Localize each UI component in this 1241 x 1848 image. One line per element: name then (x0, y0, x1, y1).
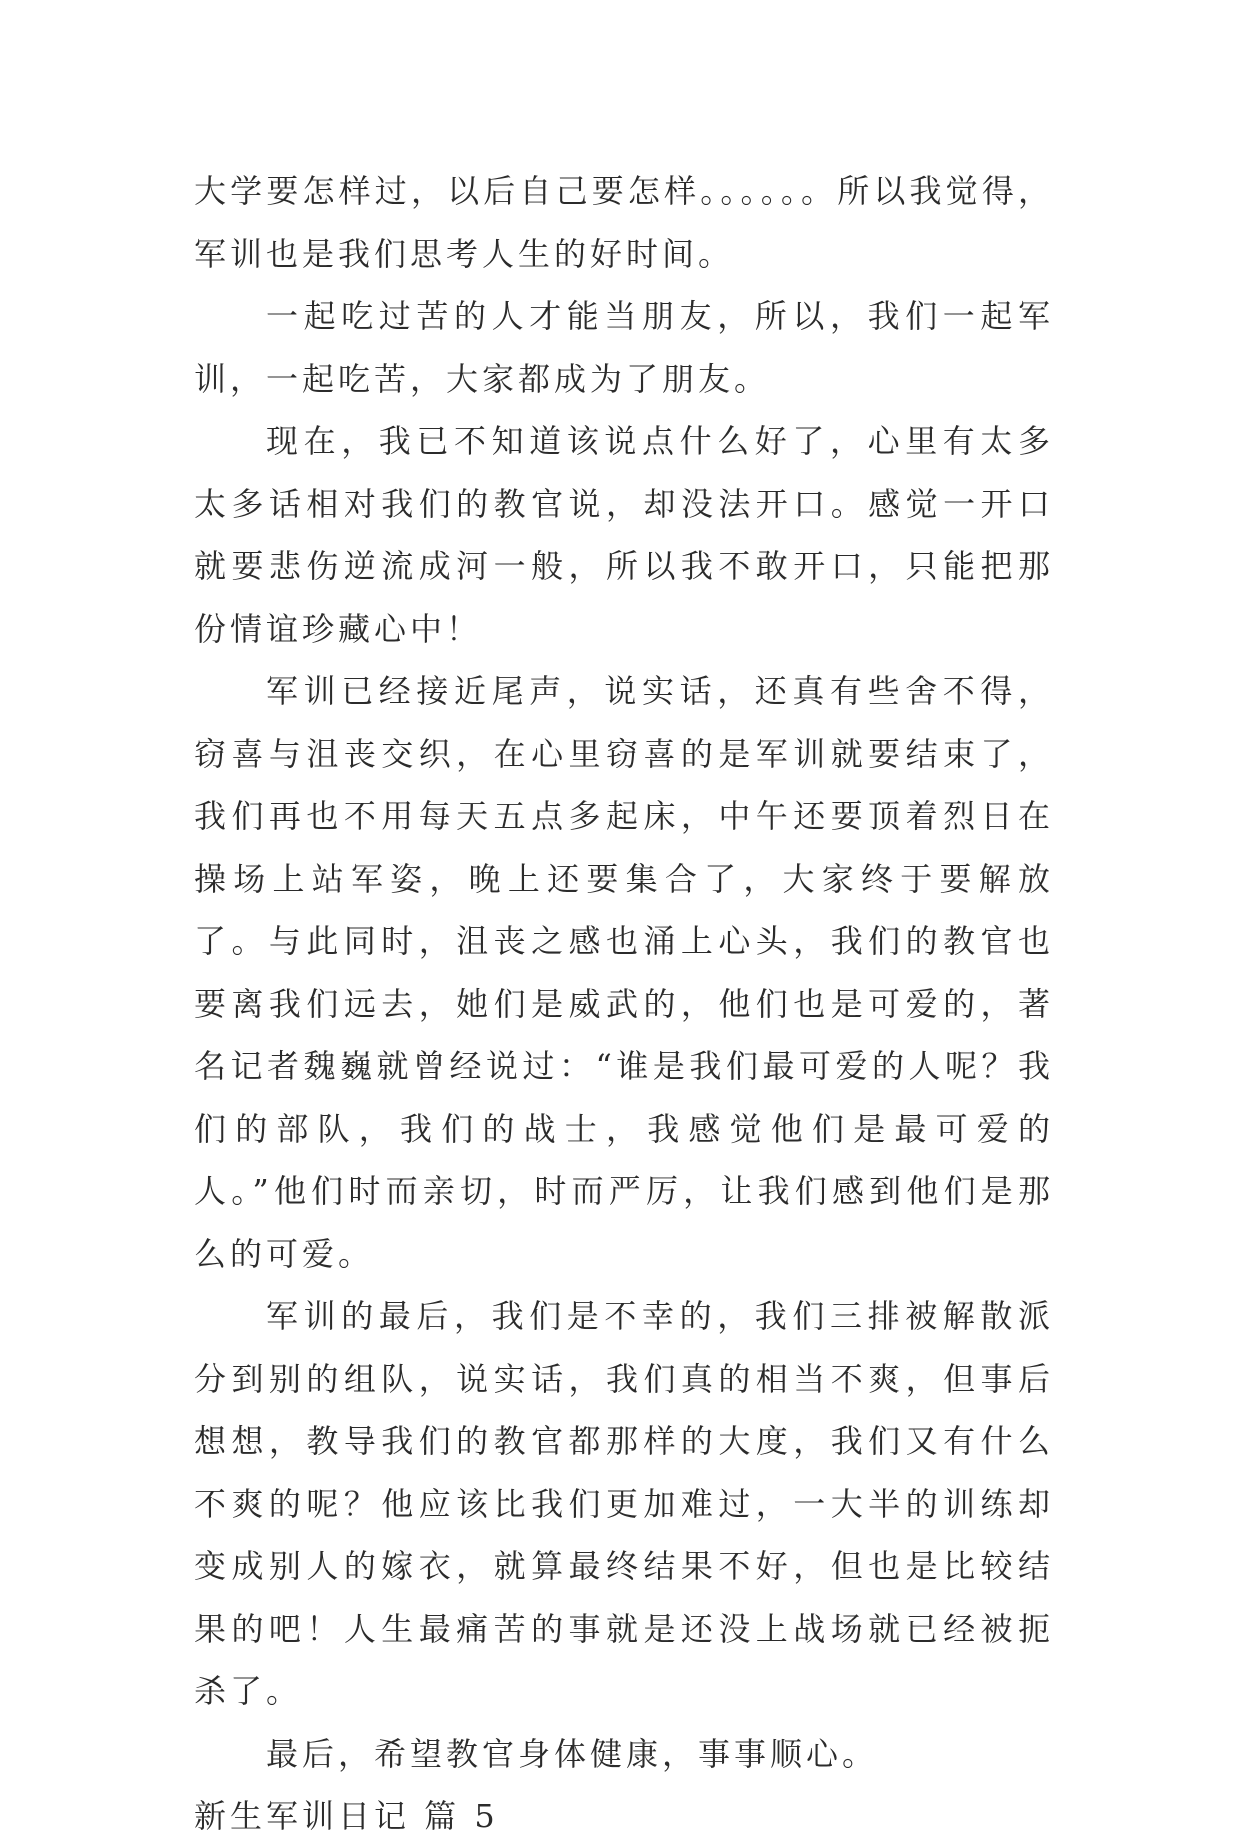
paragraph-1: 大学要怎样过，以后自己要怎样。。。。。。所以我觉得，军训也是我们思考人生的好时间。 (194, 172, 1054, 273)
section-heading: 新生军训日记 篇 5 (194, 1797, 499, 1835)
paragraph-5: 军训的最后，我们是不幸的，我们三排被解散派分到别的组队，说实话，我们真的相当不爽，但事后想想，教导我们的教官都那样的大度，我们又有什么不爽的呢？他应该比我们更加难过，一大半的训练却变成别人的嫁衣，就算最终结果不好，但也是比较结果的吧！人生最痛苦的事就是还没上战场就已经被扼杀了。 (194, 1297, 1054, 1710)
paragraph-6: 最后，希望教官身体健康，事事顺心。 (266, 1734, 879, 1773)
paragraph-4: 军训已经接近尾声，说实话，还真有些舍不得，窃喜与沮丧交织，在心里窃喜的是军训就要结束了，我们再也不用每天五点多起床，中午还要顶着烈日在操场上站军姿，晚上还要集合了，大家终于要解放了。与此同时，沮丧之感也涌上心头，我们的教官也要离我们远去，她们是威武的，他们也是可爱的，著名记者魏巍就曾经说过：“谁是我们最可爱的人呢？我们的部队，我们的战士，我感觉他们是最可爱的人。”他们时而亲切，时而严厉，让我们感到他们是那么的可爱。 (194, 672, 1054, 1273)
document-page (194, 160, 1054, 1848)
paragraph-3: 现在，我已不知道该说点什么好了，心里有太多太多话相对我们的教官说，却没法开口。感觉一开口就要悲伤逆流成河一般，所以我不敢开口，只能把那份情谊珍藏心中！ (194, 422, 1054, 648)
paragraph-2: 一起吃过苦的人才能当朋友，所以，我们一起军训，一起吃苦，大家都成为了朋友。 (194, 297, 1054, 398)
